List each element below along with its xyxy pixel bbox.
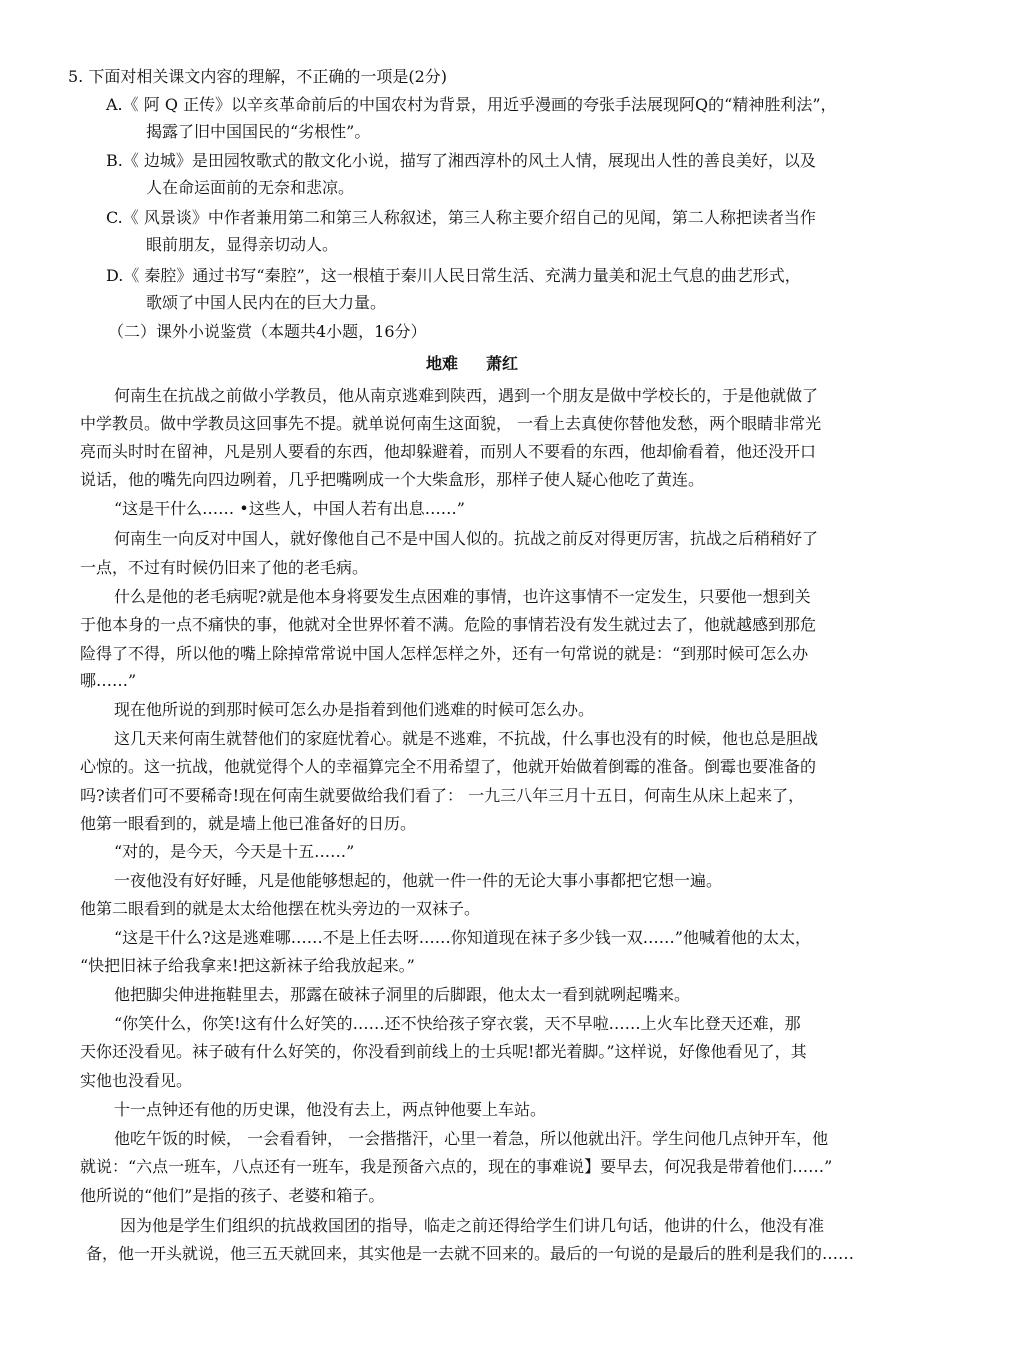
story-line: “这是干什么…… •这些人，中国人若有出息……”	[114, 499, 465, 518]
question-5-stem: 5. 下面对相关课文内容的理解，不正确的一项是(2分)	[68, 67, 448, 86]
story-line: 何南生一向反对中国人，就好像他自己不是中国人似的。抗战之前反对得更厉害，抗战之后稍稍好了	[114, 529, 819, 548]
story-line: 心惊的。这一抗战，他就觉得个人的幸福算完全不用希望了，他就开始做着倒霉的准备。倒霉也要准备的	[80, 757, 817, 776]
story-line: 一点，不过有时候仍旧来了他的老毛病。	[80, 558, 369, 577]
option-b-line-2: 人在命运面前的无奈和悲凉。	[146, 178, 355, 197]
story-line: 险得了不得，所以他的嘴上除掉常常说中国人怎样怎样之外，还有一句常说的就是：“到那时候可怎么办	[80, 644, 809, 663]
story-author: 萧红	[486, 354, 519, 373]
option-a-line-1: A.《 阿 Q 正传》以辛亥革命前后的中国农村为背景，用近乎漫画的夸张手法展现阿Q的“精神胜利法”，	[106, 95, 837, 114]
story-line: 何南生在抗战之前做小学教员，他从南京逃难到陕西，遇到一个朋友是做中学校长的，于是他就做了	[114, 386, 819, 405]
option-d-line-2: 歌颂了中国人民内在的巨大力量。	[146, 293, 387, 312]
story-line: 吗?读者们可不要稀奇!现在何南生就要做给我们看了： 一九三八年三月十五日，何南生从床上起来了，	[80, 786, 805, 805]
story-line: 他第二眼看到的就是太太给他摆在枕头旁边的一双袜子。	[80, 899, 481, 918]
story-line: “你笑什么，你笑!这有什么好笑的……还不快给孩子穿衣裳，天不早啦……上火车比登天还难，那	[114, 1014, 801, 1033]
story-line: 备，他一开头就说，他三五天就回来，其实他是一去就不回来的。最后的一句说的是最后的胜利是我们的……	[86, 1244, 855, 1263]
story-line: 这几天来何南生就替他们的家庭忧着心。就是不逃难，不抗战，什么事也没有的时候，他也总是胆战	[114, 729, 819, 748]
story-line: “这是干什么?这是逃难哪……不是上任去呀……你知道现在袜子多少钱一双……”他喊着他的太太，	[114, 928, 811, 947]
story-line: 亮而头时时在留神，凡是别人要看的东西，他却躲避着，而别人不要看的东西，他却偷看着，他还没开口	[80, 442, 817, 461]
story-line: 一夜他没有好好睡，凡是他能够想起的，他就一件一件的无论大事小事都把它想一遍。	[114, 871, 723, 890]
story-line: 天你还没看见。袜子破有什么好笑的，你没看到前线上的士兵呢!都光着脚。”这样说，好像他看见了，其	[80, 1042, 807, 1061]
story-line: 十一点钟还有他的历史课，他没有去上，两点钟他要上车站。	[114, 1100, 547, 1119]
story-line: 他把脚尖伸进拖鞋里去，那露在破袜子洞里的后脚跟，他太太一看到就咧起嘴来。	[114, 985, 691, 1004]
story-title-row	[426, 353, 518, 375]
story-line: 现在他所说的到那时候可怎么办是指着到他们逃难的时候可怎么办。	[114, 700, 595, 719]
story-line: “对的，是今天，今天是十五……”	[114, 842, 355, 861]
option-d-line-1: D.《 秦腔》通过书写“秦腔”，这一根植于秦川人民日常生活、充满力量美和泥土气息的曲艺形式，	[106, 266, 801, 285]
section-heading: （二）课外小说鉴赏（本题共4小题，16分）	[108, 322, 427, 341]
story-line: 就说：“六点一班车，八点还有一班车，我是预备六点的，现在的事难说】要早去，何况我是带着他们……”	[80, 1157, 833, 1176]
story-line: 哪……”	[80, 671, 137, 690]
story-line: 他吃午饭的时候， 一会看看钟， 一会揩揩汗，心里一着急，所以他就出汗。学生问他几点钟开车，他	[114, 1129, 829, 1148]
story-line: 于他本身的一点不痛快的事，他就对全世界怀着不满。危险的事情若没有发生就过去了，他就越感到那危	[80, 615, 817, 634]
story-title: 地难	[426, 354, 459, 373]
option-c-line-2: 眼前朋友，显得亲切动人。	[146, 235, 339, 254]
story-line: “快把旧袜子给我拿来!把这新袜子给我放起来。”	[80, 956, 415, 975]
story-line: 因为他是学生们组织的抗战救国团的指导，临走之前还得给学生们讲几句话，他讲的什么，他没有准	[120, 1216, 825, 1235]
story-line: 实他也没看见。	[80, 1071, 193, 1090]
option-a-line-2: 揭露了旧中国国民的“劣根性”。	[146, 122, 371, 141]
story-line: 说话，他的嘴先向四边咧着，几乎把嘴咧成一个大柴盒形，那样子使人疑心他吃了黄连。	[80, 470, 705, 489]
option-c-line-1: C.《 风景谈》中作者兼用第二和第三人称叙述，第三人称主要介绍自己的见闻，第二人称把读者当作	[106, 208, 816, 227]
story-line: 他所说的“他们”是指的孩子、老婆和箱子。	[80, 1186, 385, 1205]
story-line: 中学教员。做中学教员这回事先不提。就单说何南生这面貌， 一看上去真使你替他发愁，两个眼睛非常光	[80, 414, 822, 433]
story-line: 他第一眼看到的，就是墙上他已准备好的日历。	[80, 814, 417, 833]
story-line: 什么是他的老毛病呢?就是他本身将要发生点困难的事情，也许这事情不一定发生，只要他一想到关	[114, 587, 811, 606]
option-b-line-1: B.《 边城》是田园牧歌式的散文化小说，描写了湘西淳朴的风土人情，展现出人性的善良美好，以及	[106, 151, 816, 170]
